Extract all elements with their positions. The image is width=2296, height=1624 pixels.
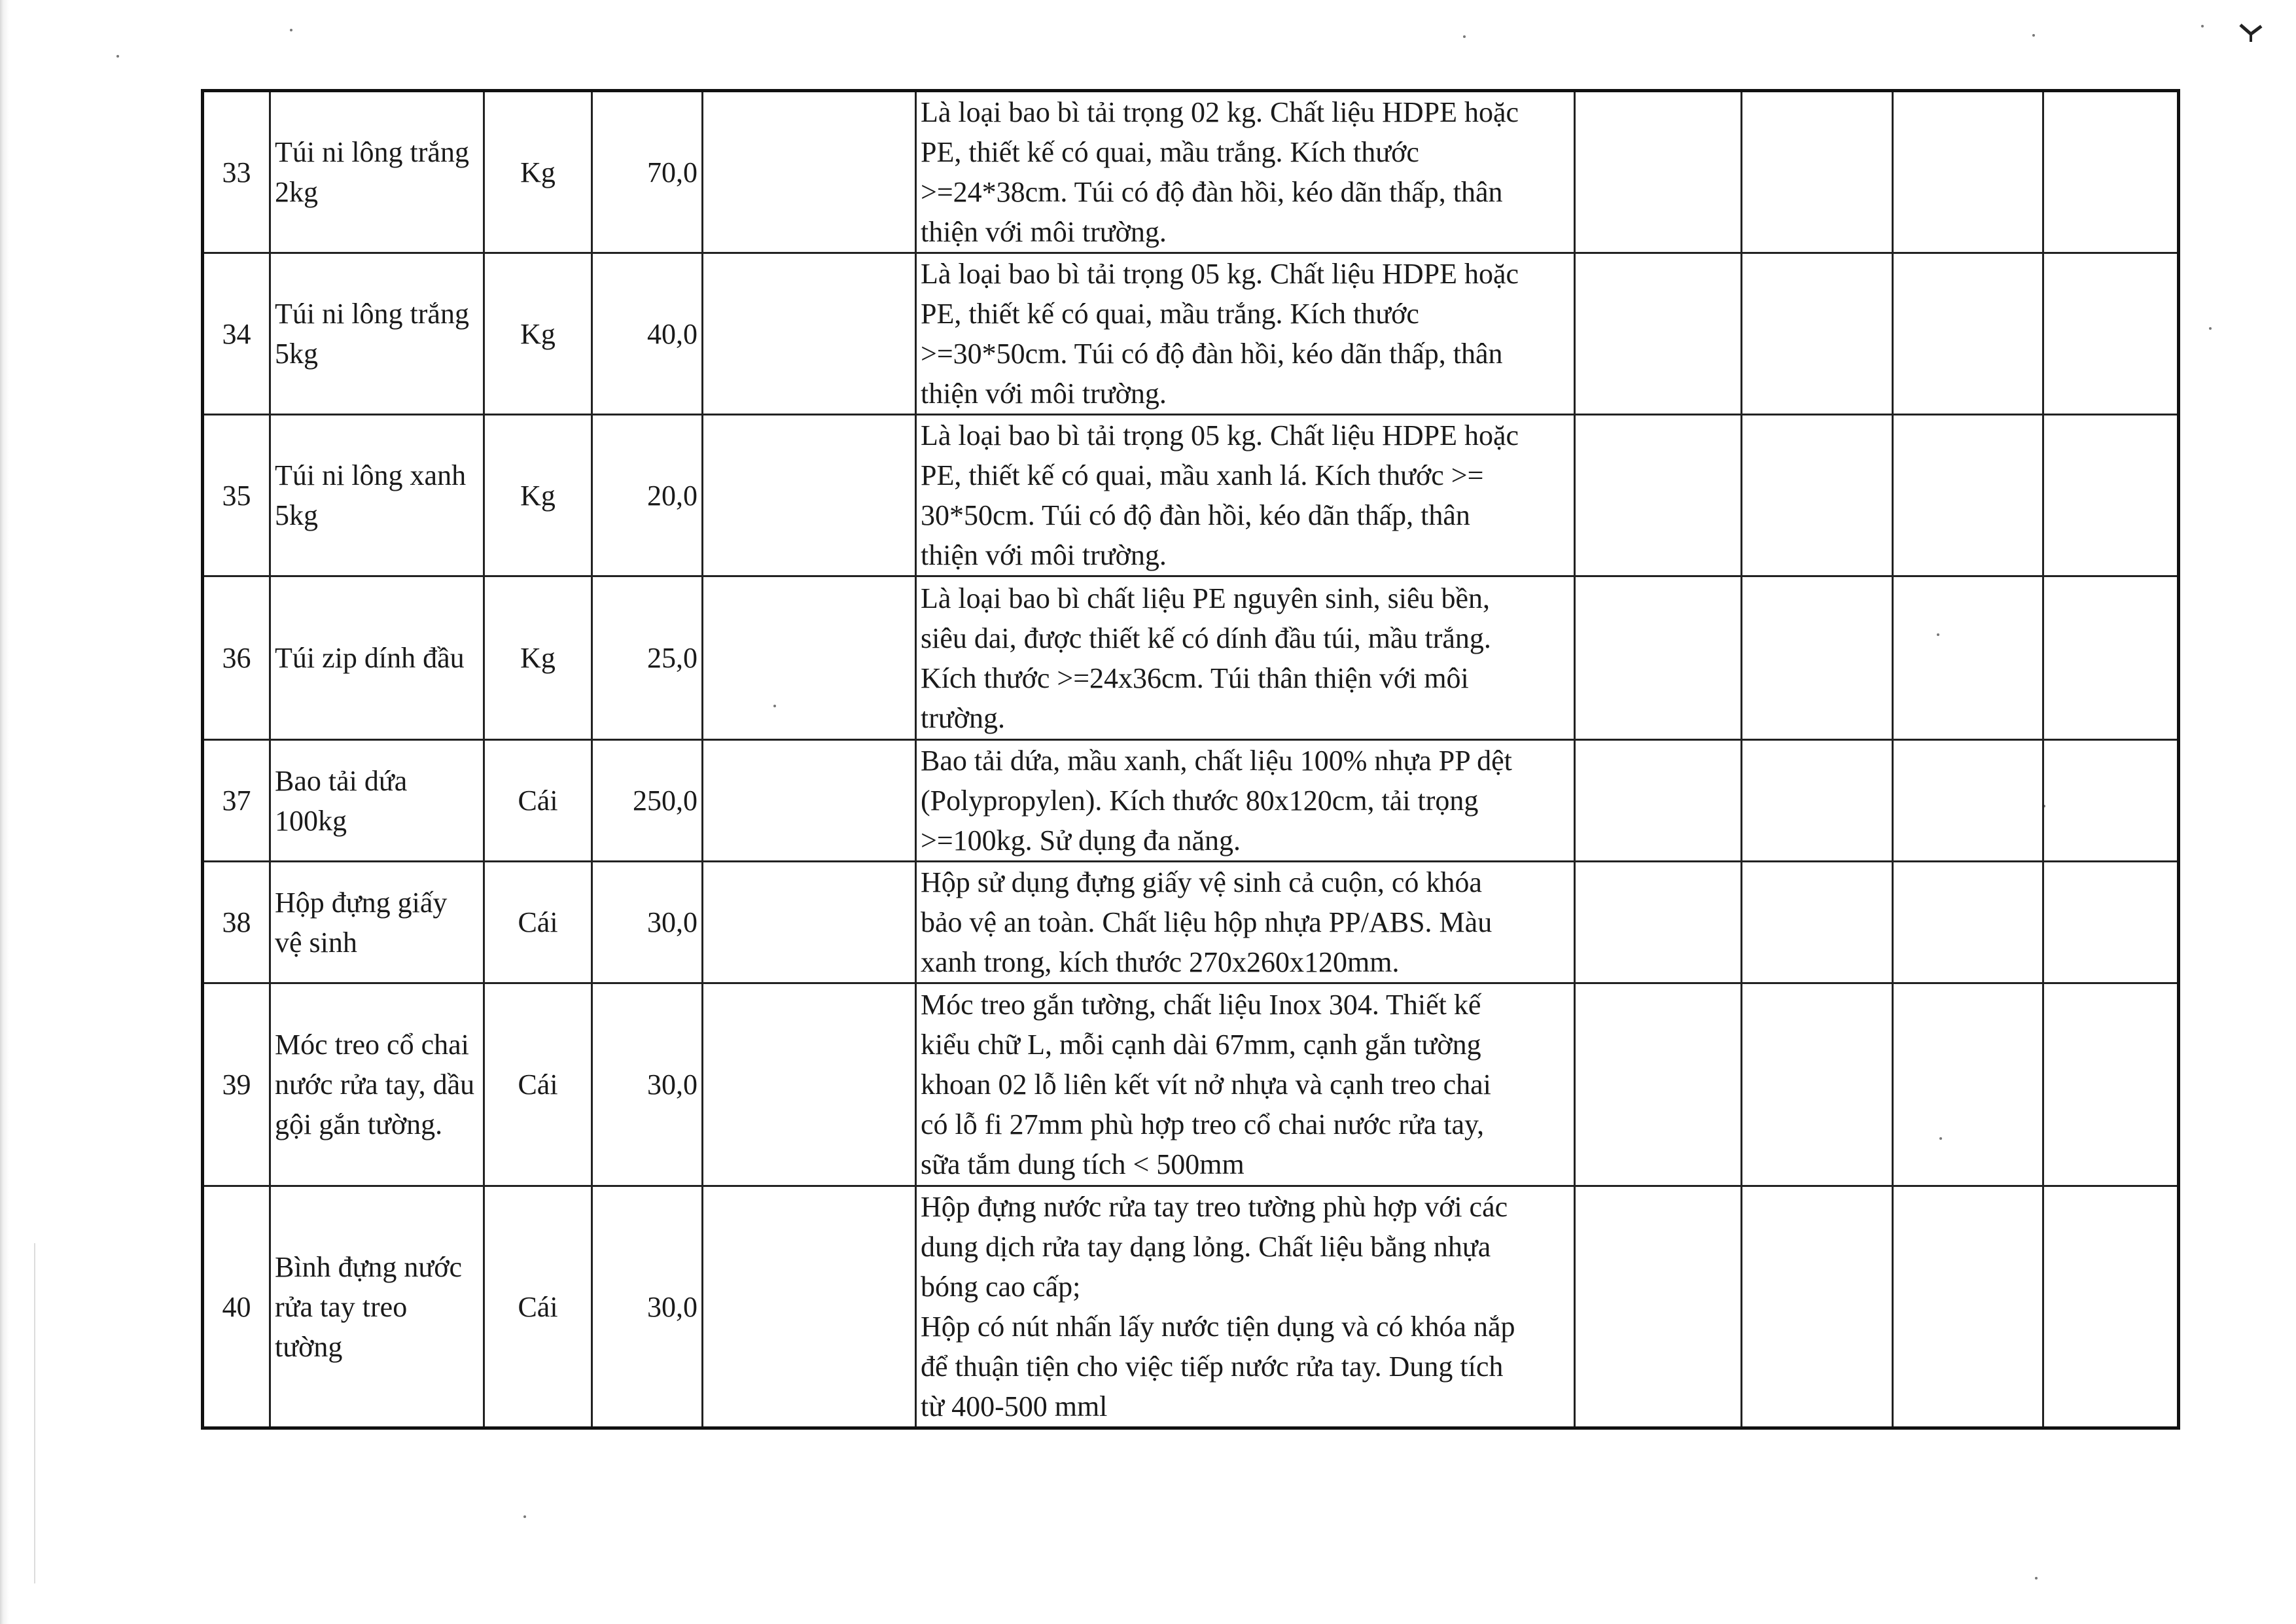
technical-description — [916, 1186, 1575, 1428]
blank-cell — [1742, 740, 1893, 862]
quantity: 40,0 — [592, 253, 703, 415]
description-line: Bao tải dứa, mầu xanh, chất liệu 100% nhựa PP dệt — [921, 745, 1512, 777]
description-line: từ 400-500 mml — [921, 1390, 1108, 1422]
technical-description — [916, 91, 1575, 253]
scan-speck — [290, 29, 292, 31]
description-line: 30*50cm. Túi có độ đàn hồi, kéo dãn thấp, thân — [921, 499, 1470, 531]
description-line: thiện với môi trường. — [921, 216, 1167, 248]
blank-cell — [1742, 576, 1893, 740]
blank-cell — [703, 1186, 916, 1428]
unit: Kg — [484, 415, 592, 576]
description-line: trường. — [921, 701, 1005, 734]
scan-speck — [2201, 25, 2204, 27]
row-number: 38 — [203, 862, 270, 983]
table-row — [203, 983, 2179, 1186]
blank-cell — [1575, 253, 1742, 415]
quantity: 250,0 — [592, 740, 703, 862]
table-row — [203, 91, 2179, 253]
scan-speck — [2035, 1577, 2038, 1580]
row-number: 40 — [203, 1186, 270, 1428]
table-row — [203, 576, 2179, 740]
description-line: PE, thiết kế có quai, mầu trắng. Kích thước — [921, 298, 1419, 330]
description-line: >=30*50cm. Túi có độ đàn hồi, kéo dãn thấp, thân — [921, 338, 1503, 370]
description-line: >=100kg. Sử dụng đa năng. — [921, 824, 1241, 856]
item-name: Túi ni lông trắng 2kg — [270, 91, 484, 253]
unit: Cái — [484, 862, 592, 983]
description-line: sữa tắm dung tích < 500mm — [921, 1148, 1245, 1180]
description-line: Là loại bao bì tải trọng 05 kg. Chất liệu HDPE hoặc — [921, 419, 1519, 451]
description-line: (Polypropylen). Kích thước 80x120cm, tải trọng — [921, 785, 1479, 817]
table-row — [203, 740, 2179, 862]
description-line: có lỗ fi 27mm phù hợp treo cổ chai nước rửa tay, — [921, 1108, 1485, 1140]
blank-cell — [1742, 91, 1893, 253]
table-row — [203, 253, 2179, 415]
scan-speck — [116, 55, 119, 58]
blank-cell — [2043, 862, 2179, 983]
blank-cell — [2043, 253, 2179, 415]
blank-cell — [1575, 415, 1742, 576]
description-line: Móc treo gắn tường, chất liệu Inox 304. Thiết kế — [921, 989, 1481, 1021]
row-number: 34 — [203, 253, 270, 415]
blank-cell — [703, 91, 916, 253]
description-line: kiểu chữ L, mỗi cạnh dài 67mm, cạnh gắn tường — [921, 1029, 1481, 1061]
item-name: Móc treo cổ chai nước rửa tay, dầu gội gắn tường. — [270, 983, 484, 1186]
table-row — [203, 862, 2179, 983]
blank-cell — [1742, 1186, 1893, 1428]
item-name: Túi ni lông trắng 5kg — [270, 253, 484, 415]
description-line: Kích thước >=24x36cm. Túi thân thiện với môi — [921, 662, 1469, 694]
quantity: 25,0 — [592, 576, 703, 740]
quantity: 30,0 — [592, 983, 703, 1186]
blank-cell — [1893, 253, 2043, 415]
technical-description — [916, 740, 1575, 862]
blank-cell — [2043, 576, 2179, 740]
blank-cell — [703, 415, 916, 576]
item-name: Hộp đựng giấy vệ sinh — [270, 862, 484, 983]
description-line: bóng cao cấp; — [921, 1271, 1081, 1303]
blank-cell — [1575, 576, 1742, 740]
unit: Cái — [484, 983, 592, 1186]
row-number: 33 — [203, 91, 270, 253]
scan-corner-mark — [2238, 21, 2264, 43]
row-number: 35 — [203, 415, 270, 576]
blank-cell — [1893, 91, 2043, 253]
row-number: 37 — [203, 740, 270, 862]
unit: Kg — [484, 576, 592, 740]
item-name: Bình đựng nước rửa tay treo tường — [270, 1186, 484, 1428]
technical-description — [916, 983, 1575, 1186]
description-line: >=24*38cm. Túi có độ đàn hồi, kéo dãn thấp, thân — [921, 176, 1503, 208]
unit: Kg — [484, 253, 592, 415]
description-line: Hộp sử dụng đựng giấy vệ sinh cả cuộn, có khóa — [921, 866, 1482, 898]
blank-cell — [1893, 576, 2043, 740]
description-line: Là loại bao bì tải trọng 02 kg. Chất liệu HDPE hoặc — [921, 96, 1519, 128]
scan-speck — [523, 1515, 526, 1518]
description-line: thiện với môi trường. — [921, 378, 1167, 410]
blank-cell — [1893, 415, 2043, 576]
table-row — [203, 415, 2179, 576]
blank-cell — [1742, 983, 1893, 1186]
technical-description — [916, 576, 1575, 740]
specification-table — [201, 89, 2180, 1430]
description-line: để thuận tiện cho việc tiếp nước rửa tay. Dung tích — [921, 1350, 1504, 1383]
technical-description — [916, 415, 1575, 576]
blank-cell — [1893, 983, 2043, 1186]
item-name: Túi ni lông xanh 5kg — [270, 415, 484, 576]
description-line: khoan 02 lỗ liên kết vít nở nhựa và cạnh treo chai — [921, 1068, 1491, 1101]
description-line: PE, thiết kế có quai, mầu trắng. Kích thước — [921, 136, 1419, 168]
blank-cell — [1575, 740, 1742, 862]
unit: Cái — [484, 1186, 592, 1428]
quantity: 30,0 — [592, 1186, 703, 1428]
blank-cell — [703, 740, 916, 862]
blank-cell — [1742, 862, 1893, 983]
blank-cell — [2043, 415, 2179, 576]
quantity: 30,0 — [592, 862, 703, 983]
table-body — [203, 91, 2179, 1428]
blank-cell — [1893, 1186, 2043, 1428]
blank-cell — [1893, 862, 2043, 983]
description-line: Là loại bao bì chất liệu PE nguyên sinh, siêu bền, — [921, 582, 1491, 614]
blank-cell — [1575, 1186, 1742, 1428]
table-row — [203, 1186, 2179, 1428]
row-number: 39 — [203, 983, 270, 1186]
blank-cell — [1575, 862, 1742, 983]
blank-cell — [1742, 253, 1893, 415]
description-line: bảo vệ an toàn. Chất liệu hộp nhựa PP/ABS. Màu — [921, 906, 1492, 938]
description-line: PE, thiết kế có quai, mầu xanh lá. Kích thước >= — [921, 459, 1484, 491]
description-line: dung dịch rửa tay dạng lỏng. Chất liệu bằng nhựa — [921, 1231, 1491, 1263]
blank-cell — [2043, 740, 2179, 862]
description-line: Hộp đựng nước rửa tay treo tường phù hợp với các — [921, 1191, 1508, 1223]
blank-cell — [703, 862, 916, 983]
row-number: 36 — [203, 576, 270, 740]
blank-cell — [1575, 983, 1742, 1186]
blank-cell — [2043, 983, 2179, 1186]
description-line: thiện với môi trường. — [921, 539, 1167, 571]
blank-cell — [703, 576, 916, 740]
description-line: Hộp có nút nhấn lấy nước tiện dụng và có khóa nắp — [921, 1311, 1515, 1343]
scan-speck — [2209, 327, 2212, 330]
blank-cell — [703, 253, 916, 415]
description-line: Là loại bao bì tải trọng 05 kg. Chất liệu HDPE hoặc — [921, 258, 1519, 290]
item-name: Bao tải dứa 100kg — [270, 740, 484, 862]
scan-edge-line — [34, 1243, 35, 1583]
blank-cell — [2043, 1186, 2179, 1428]
technical-description — [916, 253, 1575, 415]
quantity: 20,0 — [592, 415, 703, 576]
quantity: 70,0 — [592, 91, 703, 253]
scan-edge-shadow — [0, 0, 9, 1624]
blank-cell — [703, 983, 916, 1186]
unit: Cái — [484, 740, 592, 862]
unit: Kg — [484, 91, 592, 253]
blank-cell — [1575, 91, 1742, 253]
technical-description — [916, 862, 1575, 983]
blank-cell — [2043, 91, 2179, 253]
item-name: Túi zip dính đầu — [270, 576, 484, 740]
description-line: xanh trong, kích thước 270x260x120mm. — [921, 946, 1400, 978]
scan-speck — [1463, 35, 1466, 38]
scan-speck — [2032, 34, 2035, 37]
blank-cell — [1893, 740, 2043, 862]
blank-cell — [1742, 415, 1893, 576]
description-line: siêu dai, được thiết kế có dính đầu túi, mầu trắng. — [921, 622, 1491, 654]
